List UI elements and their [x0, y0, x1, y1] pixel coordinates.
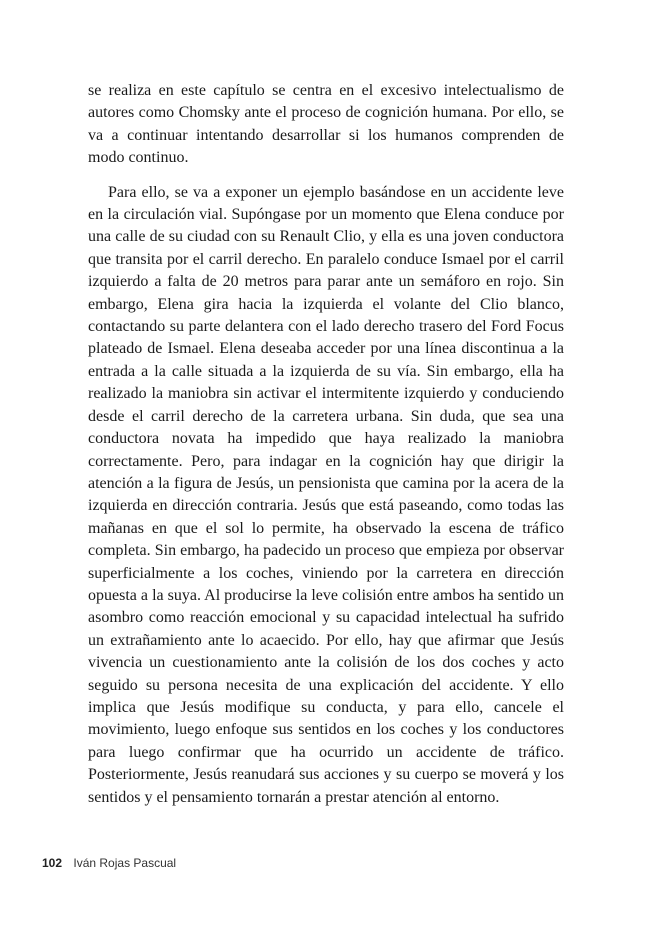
paragraph-1: se realiza en este capítulo se centra en el excesivo intelectualismo de autores como Chomsky ante el proceso de cognición humana. Por ello, se va a continuar intentando desarrollar si los humanos comprenden de modo continuo.: [88, 82, 564, 167]
page-number: 102: [42, 856, 63, 870]
paragraph-2: Para ello, se va a exponer un ejemplo basándose en un accidente leve en la circulación vial. Supóngase por un momento que Elena conduce por una calle de su ciudad con su Renault Clio, y ella es una joven conductora que transita por el carril derecho. En paralelo conduce Ismael por el carril izquierdo a falta de 20 metros para parar ante un semáforo en rojo. Sin embargo, Elena gira hacia la izquierda el volante del Clio blanco, contactando su parte delantera con el lado derecho trasero del Ford Focus plateado de Ismael. Elena deseaba acceder por una línea discontinua a la entrada a la calle situada a la izquierda de su vía. Sin embargo, ella ha realizado la maniobra sin activar el intermitente izquierdo y conduciendo desde el carril derecho de la carretera urbana. Sin duda, que sea una conductora novata ha impedido que haya realizado la maniobra correctamente. Pero, para indagar en la cognición hay que dirigir la atención a la figura de Jesús, un pensionista que camina por la acera de la izquierda en dirección contraria. Jesús que está paseando, como todas las mañanas en que el sol lo permite, ha observado la escena de tráfico completa. Sin embargo, ha padecido un proceso que empieza por observar superficialmente a los coches, viniendo por la carretera en dirección opuesta a la suya. Al producirse la leve colisión entre ambos ha sentido un asombro como reacción emocional y su capacidad intelectual ha sufrido un extrañamiento ante lo acaecido. Por ello, hay que afirmar que Jesús vivencia un cuestionamiento ante la colisión de los dos coches y acto seguido su persona necesita de una explicación del accidente. Y ello implica que Jesús modifique su conducta, y para ello, cancele el movimiento, luego enfoque sus sentidos en los coches y los conductores para luego confirmar que ha ocurrido un accidente de tráfico. Posteriormente, Jesús reanudará sus acciones y su cuerpo se moverá y los sentidos y el pensamiento tornarán a prestar atención al entorno.: [88, 183, 564, 806]
body-text: [88, 80, 564, 809]
running-footer-author: Iván Rojas Pascual: [73, 856, 177, 870]
page-footer: [42, 856, 176, 870]
